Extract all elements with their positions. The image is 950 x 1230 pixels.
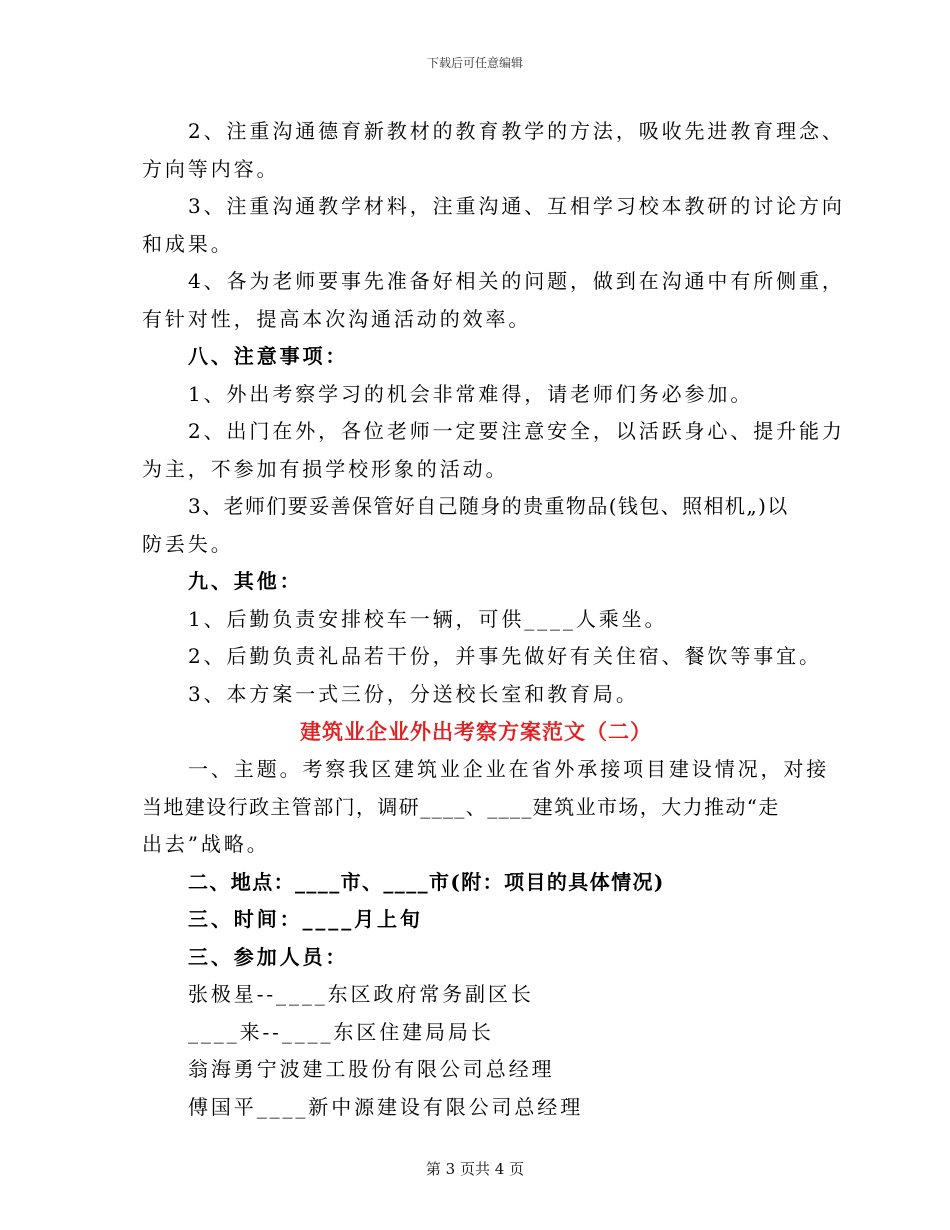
paragraph-line: 4、各为老师要事先准备好相关的问题，做到在沟通中有所侧重， xyxy=(188,269,845,293)
page-header: 下载后可任意编辑 xyxy=(426,56,523,70)
paragraph-line: 1、后勤负责安排校车一辆，可供____人乘坐。 xyxy=(188,606,668,631)
section-heading: 三、时间：____月上旬 xyxy=(188,907,423,931)
paragraph-line: 有针对性，提高本次沟通活动的效率。 xyxy=(142,306,532,331)
paragraph-line: 和成果。 xyxy=(142,231,234,256)
document-body xyxy=(142,113,845,1126)
paragraph-line: 3、本方案一式三份，分送校长室和教育局。 xyxy=(188,681,639,706)
paragraph-line: 1、外出考察学习的机会非常难得，请老师们务必参加。 xyxy=(188,381,754,406)
paragraph-line: 2、出门在外，各位老师一定要注意安全，以活跃身心、提升能力 xyxy=(188,419,845,443)
paragraph-line: 3、注重沟通教学材料，注重沟通、互相学习校本教研的讨论方向 xyxy=(188,194,845,218)
paragraph-line: 2、注重沟通德育新教材的教育教学的方法，吸收先进教育理念、 xyxy=(188,119,845,143)
list-item: ____来--____东区住建局局长 xyxy=(188,1019,494,1044)
section-heading: 二、地点：____市、____市(附：项目的具体情况) xyxy=(188,869,665,894)
paragraph-line: 一、主题。考察我区建筑业企业在省外承接项目建设情况，对接 xyxy=(188,757,830,781)
paragraph-line: 方向等内容。 xyxy=(142,156,280,181)
paragraph-line: 防丢失。 xyxy=(142,531,234,556)
list-item: 翁海勇宁波建工股份有限公司总经理 xyxy=(188,1057,555,1081)
paragraph-line: 出去”战略。 xyxy=(142,832,270,856)
list-item: 张极星--____东区政府常务副区长 xyxy=(188,982,534,1006)
section-heading: 三、参加人员： xyxy=(188,944,349,969)
paragraph-line: 为主，不参加有损学校形象的活动。 xyxy=(142,456,509,481)
paragraph-line: 当地建设行政主管部门，调研____、____建筑业市场，大力推动“走 xyxy=(142,794,780,819)
document-title: 建筑业企业外出考察方案范文（二） xyxy=(300,719,652,744)
paragraph-line: 3、老师们要妥善保管好自己随身的贵重物品(钱包、照相机„)以 xyxy=(188,494,789,518)
paragraph-line: 2、后勤负责礼品若干份，并事先做好有关住宿、餐饮等事宜。 xyxy=(188,644,822,668)
list-item: 傅国平____新中源建设有限公司总经理 xyxy=(188,1094,584,1119)
section-heading: 八、注意事项： xyxy=(188,344,349,368)
section-heading: 九、其他： xyxy=(188,569,303,593)
page-footer: 第 3 页共 4 页 xyxy=(425,1160,525,1178)
